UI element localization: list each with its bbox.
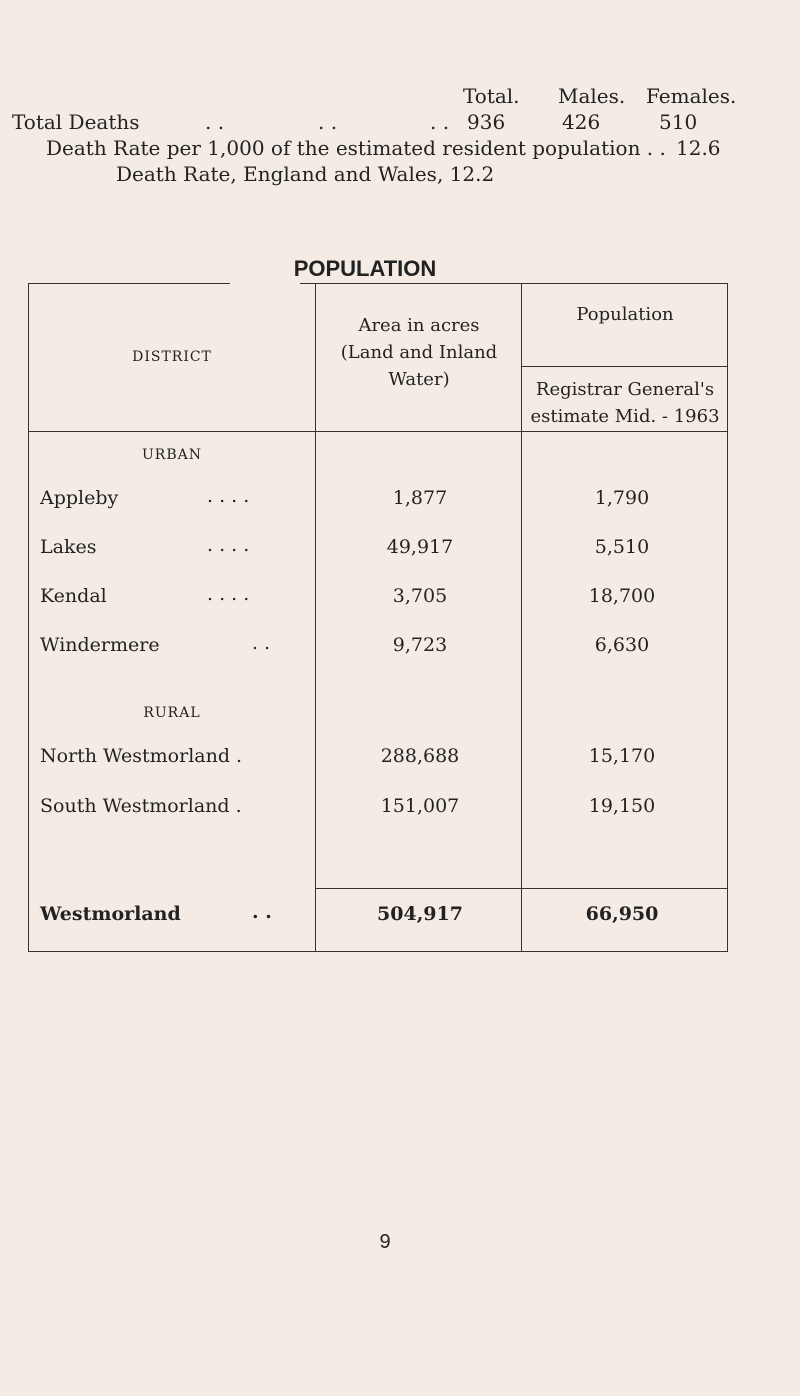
dot-leader: . . . . (207, 534, 250, 556)
area-value: 49,917 (386, 536, 454, 558)
area-value: 1,877 (392, 487, 448, 509)
page-title: POPULATION (293, 256, 437, 281)
population-subheader-rule (522, 366, 728, 367)
population-value: 6,630 (594, 634, 650, 656)
table-top-rule-right (300, 283, 728, 284)
col-females-header: Females. (646, 84, 737, 108)
section-label-rural: RURAL (143, 705, 201, 721)
dot-leader: . . (205, 110, 225, 134)
population-value: 1,790 (594, 487, 650, 509)
district-name: Appleby (40, 487, 119, 509)
total-deaths-females: 510 (659, 110, 698, 134)
area-value: 151,007 (380, 795, 460, 817)
dot-leader: . . (318, 110, 338, 134)
district-name: Kendal (40, 585, 107, 607)
population-value: 15,170 (588, 745, 656, 767)
population-value: 5,510 (594, 536, 650, 558)
population-header: Population (576, 304, 674, 325)
estimate-header: Registrar General's estimate Mid. - 1963 (530, 379, 720, 427)
area-header: Area in acres (Land and Inland Water) (340, 315, 498, 390)
area-value: 3,705 (392, 585, 448, 607)
death-rate-label: Death Rate per 1,000 of the estimated resident population . . (46, 136, 666, 160)
population-value: 19,150 (588, 795, 656, 817)
dot-leader: . . (252, 901, 272, 923)
area-value: 288,688 (380, 745, 460, 767)
total-row-rule (316, 888, 728, 889)
total-population-value: 66,950 (585, 903, 659, 925)
col-males-header: Males. (558, 84, 626, 108)
header-bottom-rule (28, 431, 728, 432)
total-deaths-total: 936 (467, 110, 506, 134)
district-name: South Westmorland . (40, 795, 242, 817)
dot-leader: . . (252, 632, 271, 654)
dot-leader: . . . . (207, 485, 250, 507)
district-name: Windermere (40, 634, 160, 656)
total-area-value: 504,917 (377, 903, 463, 925)
total-deaths-males: 426 (562, 110, 601, 134)
death-rate-value: 12.6 (676, 136, 721, 160)
district-header: DISTRICT (132, 349, 212, 365)
dot-leader: . . (430, 110, 450, 134)
dot-leader: . . . . (207, 583, 250, 605)
england-wales-rate: Death Rate, England and Wales, 12.2 (116, 162, 495, 186)
total-district-name: Westmorland (40, 903, 181, 925)
table-top-rule-left (28, 283, 230, 284)
district-name: North Westmorland . (40, 745, 243, 767)
district-name: Lakes (40, 536, 97, 558)
col-total-header: Total. (463, 84, 520, 108)
total-deaths-label: Total Deaths (12, 110, 140, 134)
column-divider (315, 283, 316, 952)
area-value: 9,723 (392, 634, 448, 656)
section-label-urban: URBAN (142, 447, 202, 463)
population-value: 18,700 (588, 585, 656, 607)
page-number: 9 (379, 1231, 391, 1253)
